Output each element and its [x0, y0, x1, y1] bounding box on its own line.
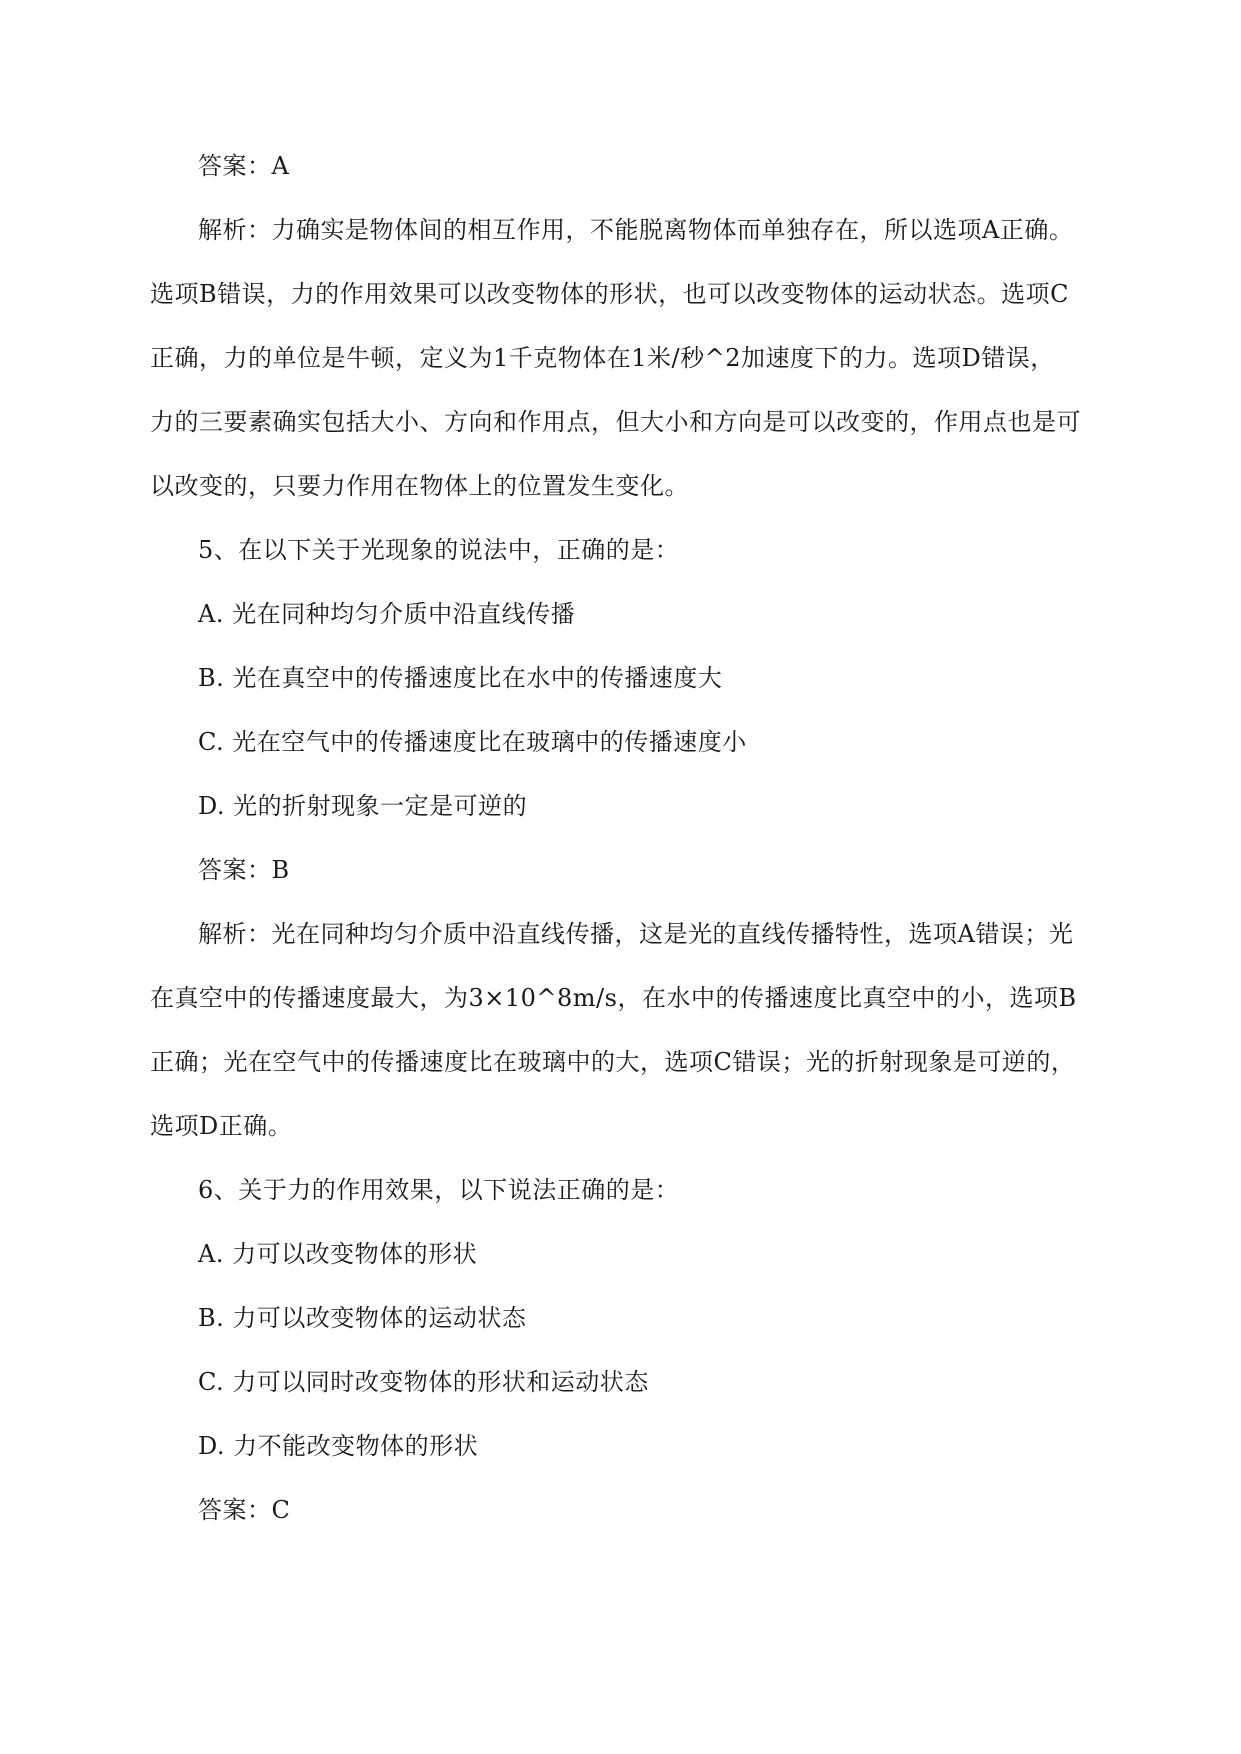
option-c: C. 光在空气中的传播速度比在玻璃中的传播速度小: [198, 728, 747, 756]
option-c: C. 力可以同时改变物体的形状和运动状态: [198, 1368, 649, 1396]
question-5: 5、在以下关于光现象的说法中，正确的是：: [198, 536, 680, 564]
explanation-line: 正确；光在空气中的传播速度比在玻璃中的大，选项C错误；光的折射现象是可逆的，: [150, 1048, 1076, 1076]
answer-line: 答案：B: [198, 856, 290, 884]
explanation-line: 选项B错误，力的作用效果可以改变物体的形状，也可以改变物体的运动状态。选项C: [150, 280, 1069, 308]
answer-line: 答案：A: [198, 152, 290, 180]
option-a: A. 光在同种均匀介质中沿直线传播: [198, 600, 576, 628]
option-b: B. 力可以改变物体的运动状态: [198, 1304, 527, 1332]
explanation-line: 选项D正确。: [150, 1112, 293, 1140]
explanation-line: 力的三要素确实包括大小、方向和作用点，但大小和方向是可以改变的，作用点也是可: [150, 408, 1081, 436]
explanation-line: 以改变的，只要力作用在物体上的位置发生变化。: [150, 472, 689, 500]
option-b: B. 光在真空中的传播速度比在水中的传播速度大: [198, 664, 723, 692]
explanation-line: 解析：力确实是物体间的相互作用，不能脱离物体而单独存在，所以选项A正确。: [198, 216, 1074, 244]
answer-line: 答案：C: [198, 1496, 291, 1524]
option-a: A. 力可以改变物体的形状: [198, 1240, 478, 1268]
explanation-line: 在真空中的传播速度最大，为3×10^8m/s，在水中的传播速度比真空中的小，选项B: [150, 984, 1077, 1012]
option-d: D. 光的折射现象一定是可逆的: [198, 792, 528, 820]
explanation-line: 正确，力的单位是牛顿，定义为1千克物体在1米/秒^2加速度下的力。选项D错误，: [150, 344, 1055, 372]
explanation-line: 解析：光在同种均匀介质中沿直线传播，这是光的直线传播特性，选项A错误；光: [198, 920, 1074, 948]
option-d: D. 力不能改变物体的形状: [198, 1432, 479, 1460]
question-6: 6、关于力的作用效果，以下说法正确的是：: [198, 1176, 680, 1204]
